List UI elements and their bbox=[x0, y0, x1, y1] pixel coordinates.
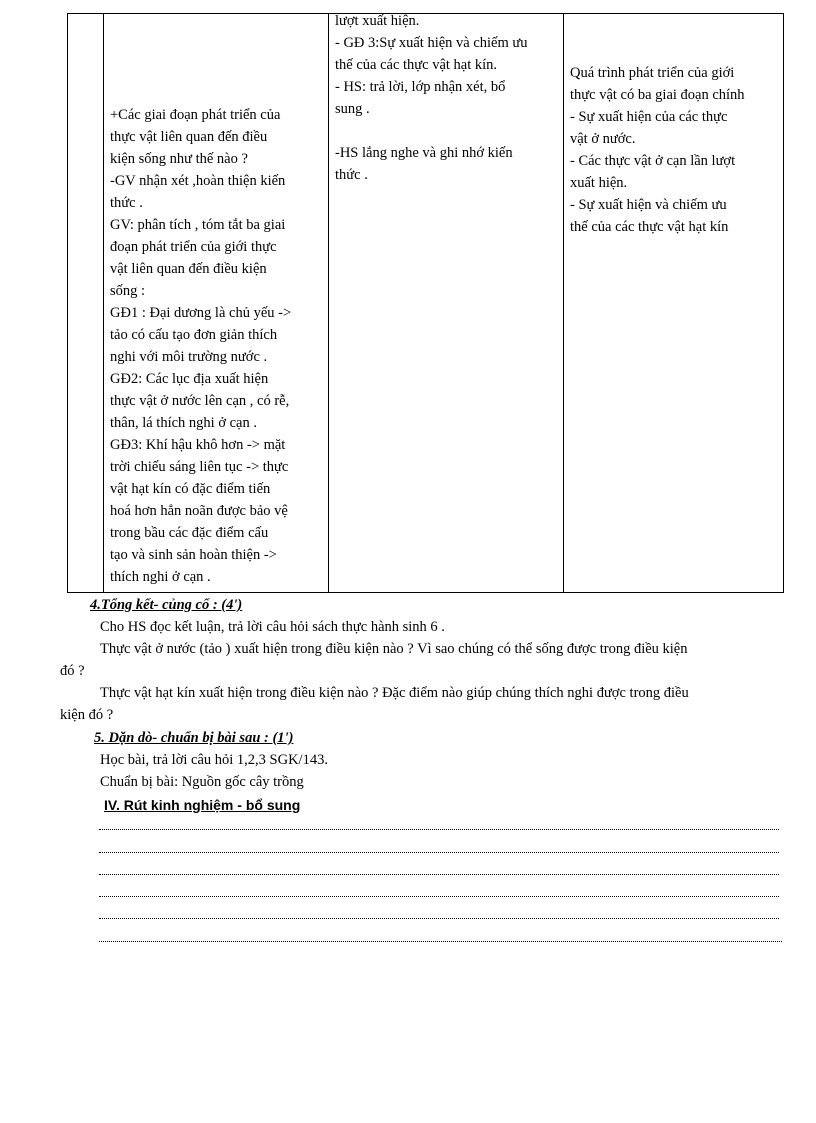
section-4-question-2: Thực vật hạt kín xuất hiện trong điều kiện nào ? Đặc điểm nào giúp chúng thích nghi được trong điều bbox=[100, 685, 689, 701]
text-line: trong bầu các đặc điểm cấu bbox=[110, 525, 269, 541]
text-line: - Sự xuất hiện của các thực bbox=[570, 109, 728, 125]
text-line: nghi với môi trường nước . bbox=[110, 349, 268, 365]
dotted-line bbox=[99, 829, 779, 830]
text-line: vật ở nước. bbox=[570, 131, 636, 147]
text-line: thế của các thực vật hạt kín bbox=[570, 219, 729, 235]
section-6-heading: IV. Rút kinh nghiệm - bổ sung bbox=[104, 797, 301, 813]
text-line: tảo có cấu tạo đơn giản thích bbox=[110, 327, 278, 343]
dotted-line bbox=[99, 874, 779, 875]
text-line: thức . bbox=[335, 167, 368, 183]
text-line: đoạn phát triển của giới thực bbox=[110, 239, 277, 255]
text-line: -GV nhận xét ,hoàn thiện kiến bbox=[110, 173, 286, 189]
text-line: GV: phân tích , tóm tắt ba giai bbox=[110, 217, 286, 233]
content-text bbox=[564, 14, 783, 238]
table-cell-content bbox=[564, 14, 784, 593]
section-4-line: Cho HS đọc kết luận, trả lời câu hỏi sách thực hành sinh 6 . bbox=[100, 619, 445, 635]
table-cell-index bbox=[68, 14, 104, 593]
text-line: thực vật có ba giai đoạn chính bbox=[570, 87, 745, 103]
text-line: thân, lá thích nghi ở cạn . bbox=[110, 415, 257, 431]
text-line: trời chiếu sáng liên tục -> thực bbox=[110, 459, 289, 475]
text-line: - GĐ 3:Sự xuất hiện và chiếm ưu bbox=[335, 35, 528, 51]
table-cell-teacher-activity bbox=[104, 14, 329, 593]
section-4-question-2-cont: kiện đó ? bbox=[60, 707, 114, 723]
text-line: GĐ3: Khí hậu khô hơn -> mặt bbox=[110, 437, 286, 453]
section-5-line-1: Học bài, trả lời câu hỏi 1,2,3 SGK/143. bbox=[100, 752, 328, 768]
text-line: hoá hơn hẳn noãn được bảo vệ bbox=[110, 503, 288, 519]
text-line: thực vật ở nước lên cạn , có rễ, bbox=[110, 393, 290, 409]
text-line: GĐ2: Các lục địa xuất hiện bbox=[110, 371, 269, 387]
teacher-activity-text bbox=[104, 14, 328, 588]
text-line: +Các giai đoạn phát triển của bbox=[110, 107, 281, 123]
section-4-question-1: Thực vật ở nước (tảo ) xuất hiện trong điều kiện nào ? Vì sao chúng có thể sống được trong điều kiện bbox=[100, 641, 688, 657]
spacer bbox=[335, 120, 559, 142]
section-5-line-2: Chuẩn bị bài: Nguồn gốc cây trồng bbox=[100, 774, 304, 790]
text-line: sống : bbox=[110, 283, 146, 299]
student-activity-text bbox=[329, 10, 563, 186]
section-5-heading: 5. Dặn dò- chuẩn bị bài sau : (1') bbox=[94, 730, 294, 746]
text-line: lượt xuất hiện. bbox=[335, 13, 420, 29]
text-line: vật hạt kín có đặc điểm tiến bbox=[110, 481, 271, 497]
text-line: kiện sống như thế nào ? bbox=[110, 151, 248, 167]
text-line: GĐ1 : Đại dương là chủ yếu -> bbox=[110, 305, 292, 321]
dotted-line bbox=[99, 918, 779, 919]
text-line: tạo và sinh sản hoàn thiện -> bbox=[110, 547, 277, 563]
text-line: sung . bbox=[335, 101, 370, 117]
text-line: vật liên quan đến điều kiện bbox=[110, 261, 267, 277]
text-line: thực vật liên quan đến điều bbox=[110, 129, 268, 145]
lesson-table bbox=[67, 13, 784, 593]
table-row bbox=[68, 14, 784, 593]
text-line: thế của các thực vật hạt kín. bbox=[335, 57, 498, 73]
dotted-line bbox=[99, 941, 782, 942]
text-line: - Sự xuất hiện và chiếm ưu bbox=[570, 197, 727, 213]
text-line: -HS lắng nghe và ghi nhớ kiến bbox=[335, 145, 513, 161]
text-line: xuất hiện. bbox=[570, 175, 628, 191]
table-cell-student-activity bbox=[329, 14, 564, 593]
section-4-question-1-cont: đó ? bbox=[60, 663, 85, 679]
text-line: - Các thực vật ở cạn lần lượt bbox=[570, 153, 736, 169]
dotted-line bbox=[99, 896, 779, 897]
text-line: - HS: trả lời, lớp nhận xét, bổ bbox=[335, 79, 506, 95]
section-4-heading: 4.Tổng kết- củng cố : (4') bbox=[90, 597, 243, 613]
text-line: Quá trình phát triển của giới bbox=[570, 65, 735, 81]
dotted-line bbox=[99, 852, 779, 853]
text-line: thức . bbox=[110, 195, 143, 211]
text-line: thích nghi ở cạn . bbox=[110, 569, 211, 585]
